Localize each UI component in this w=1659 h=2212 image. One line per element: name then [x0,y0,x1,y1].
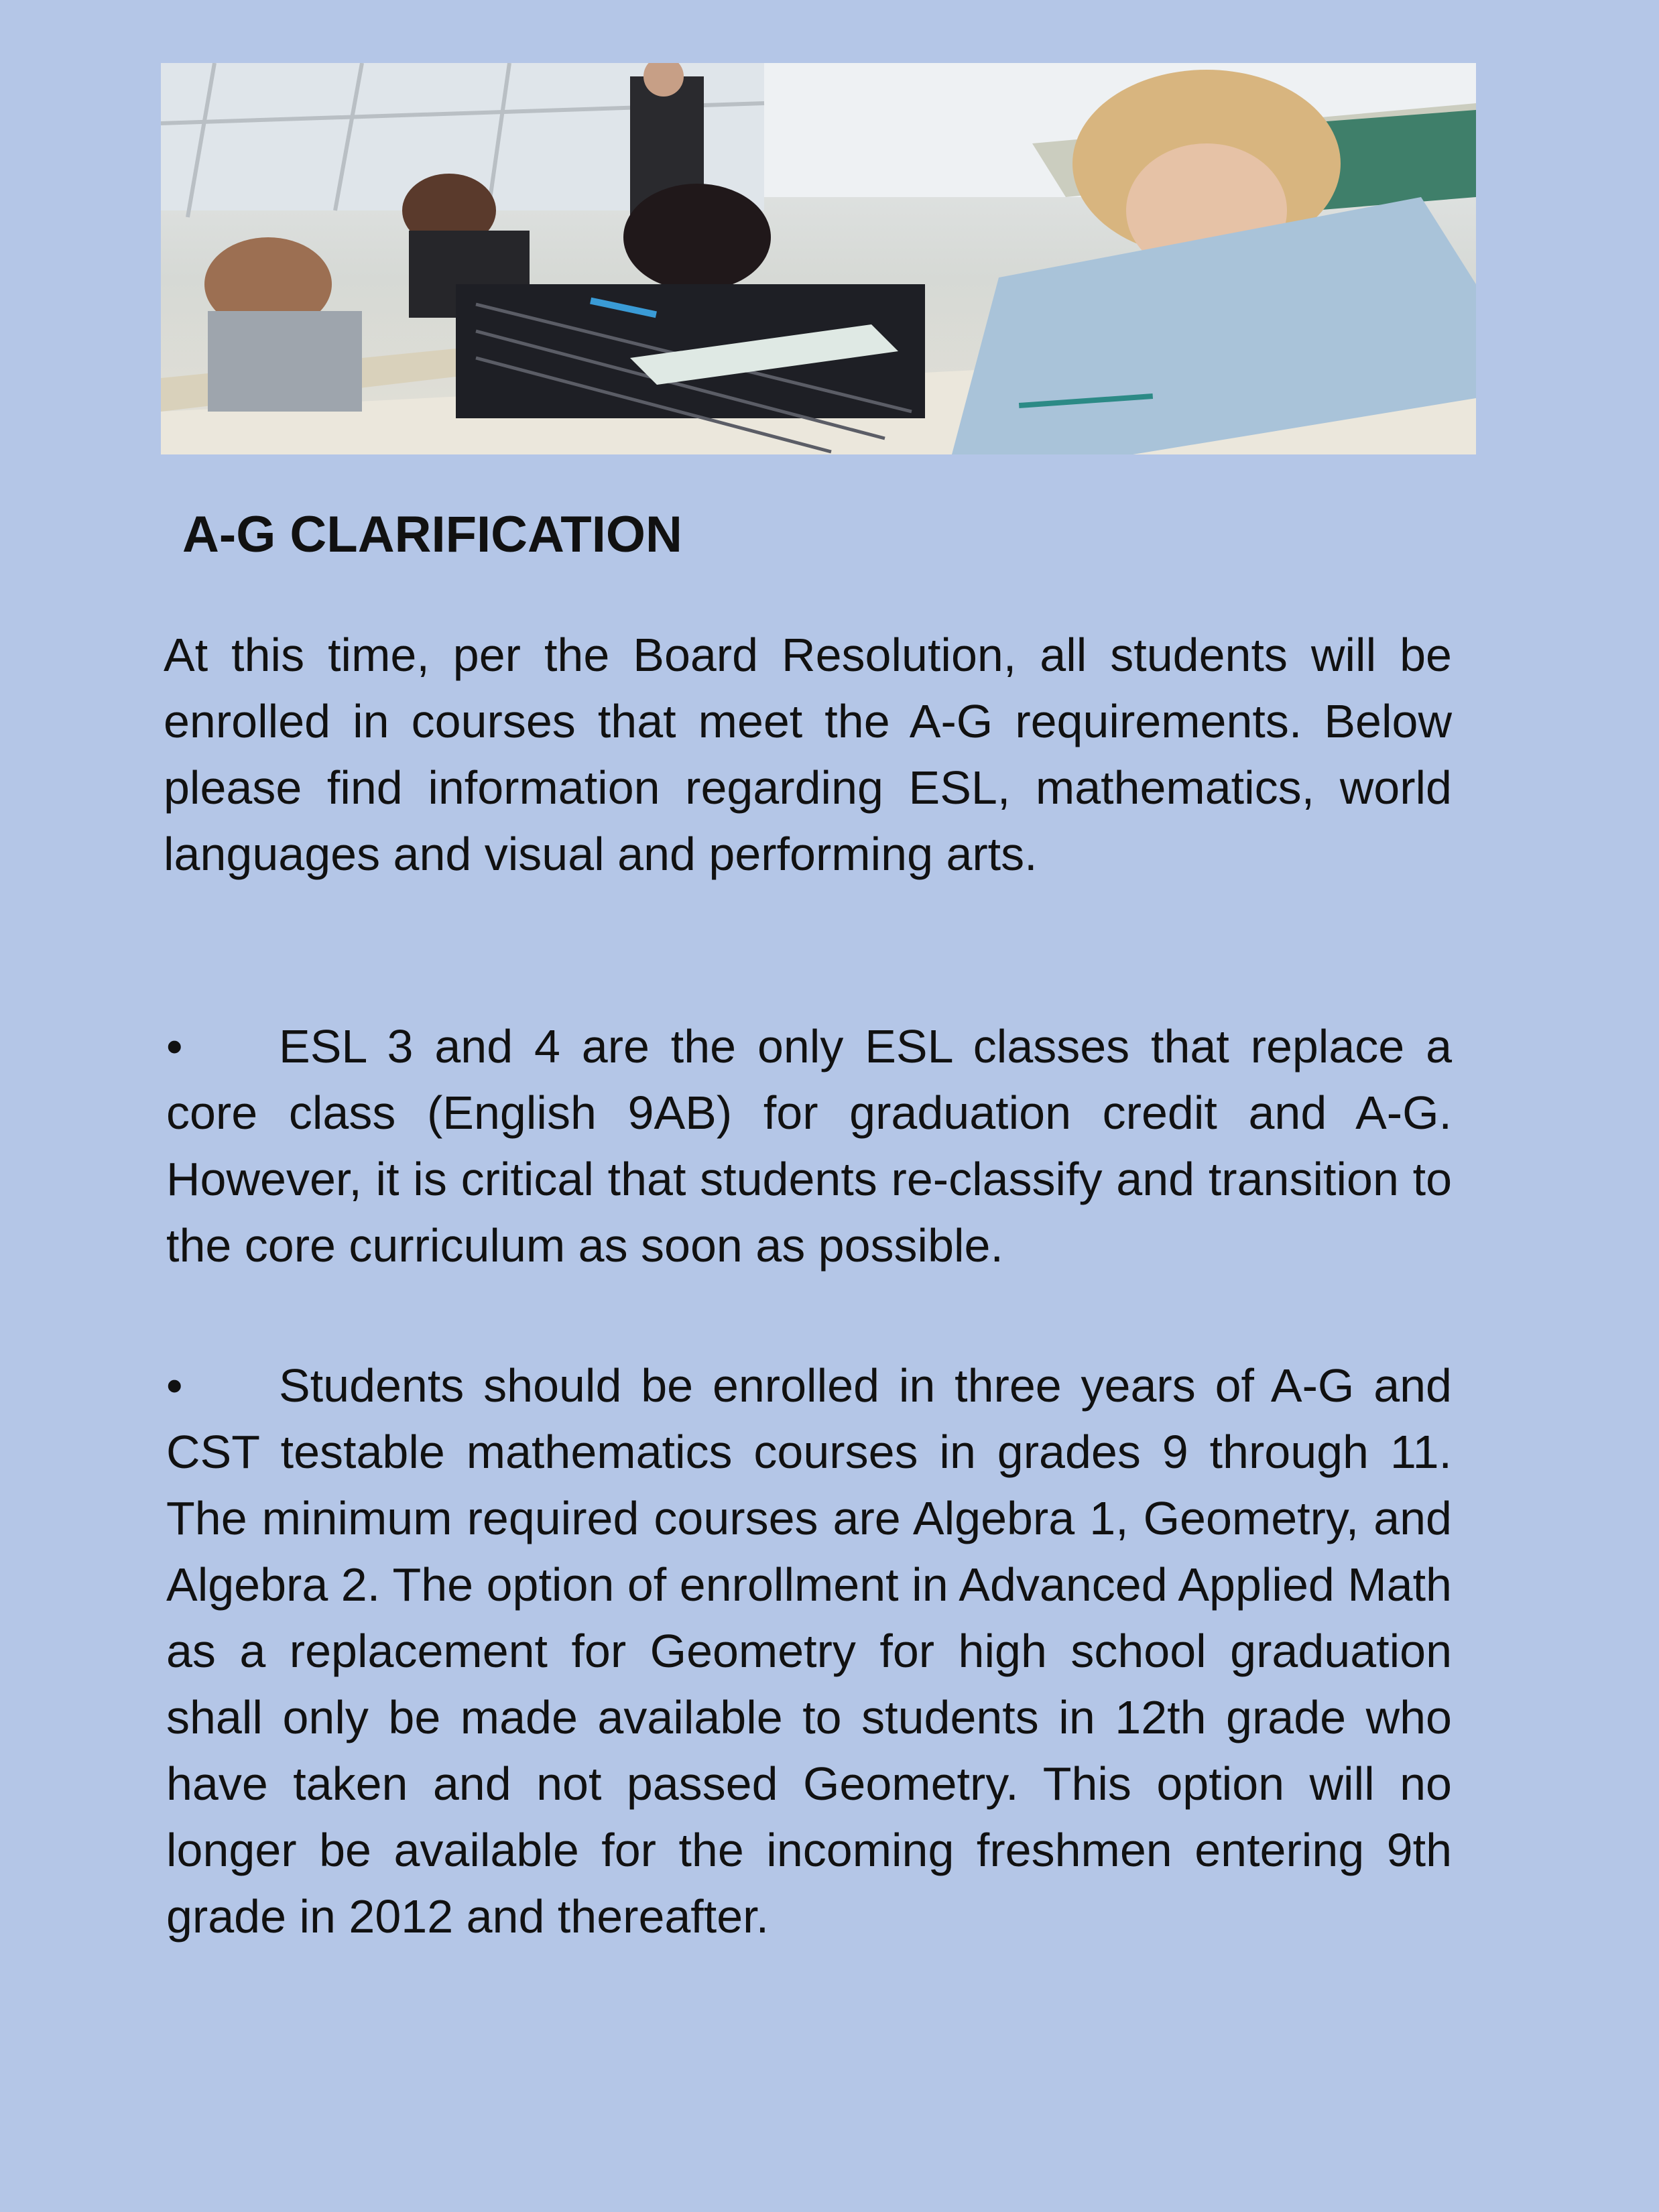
page-title: A-G CLARIFICATION [182,506,682,563]
list-item-text: ESL 3 and 4 are the only ESL classes that replace a core class (English 9AB) for graduation credit and A-G. However, it is critical that students re-classify and transition to the core curriculum as soon as possible. [166,1020,1452,1272]
list-item-text: Students should be enrolled in three years of A-G and CST testable mathematics courses in grades 9 through 11. The minimum required courses are Algebra 1, Geometry, and Algebra 2. The option of enrollment in Advanced Applied Math as a replacement for Geometry for high school graduation shall only be made available to students in 12th grade who have taken and not passed Geometry. This option will no longer be available for the incoming freshmen entering 9th grade in 2012 and thereafter. [166,1359,1452,1943]
bullet-marker: • [166,1020,183,1072]
bullet-marker: • [166,1359,183,1412]
classroom-photo-illustration [161,63,1476,454]
list-item [166,1353,1452,1950]
intro-paragraph: At this time, per the Board Resolution, all students will be enrolled in courses that meet the A-G requirements. Below please find information regarding ESL, mathematics, world languages and visual and performing arts. [164,629,1452,880]
classroom-photo [161,63,1476,454]
list-item [166,1013,1452,1279]
